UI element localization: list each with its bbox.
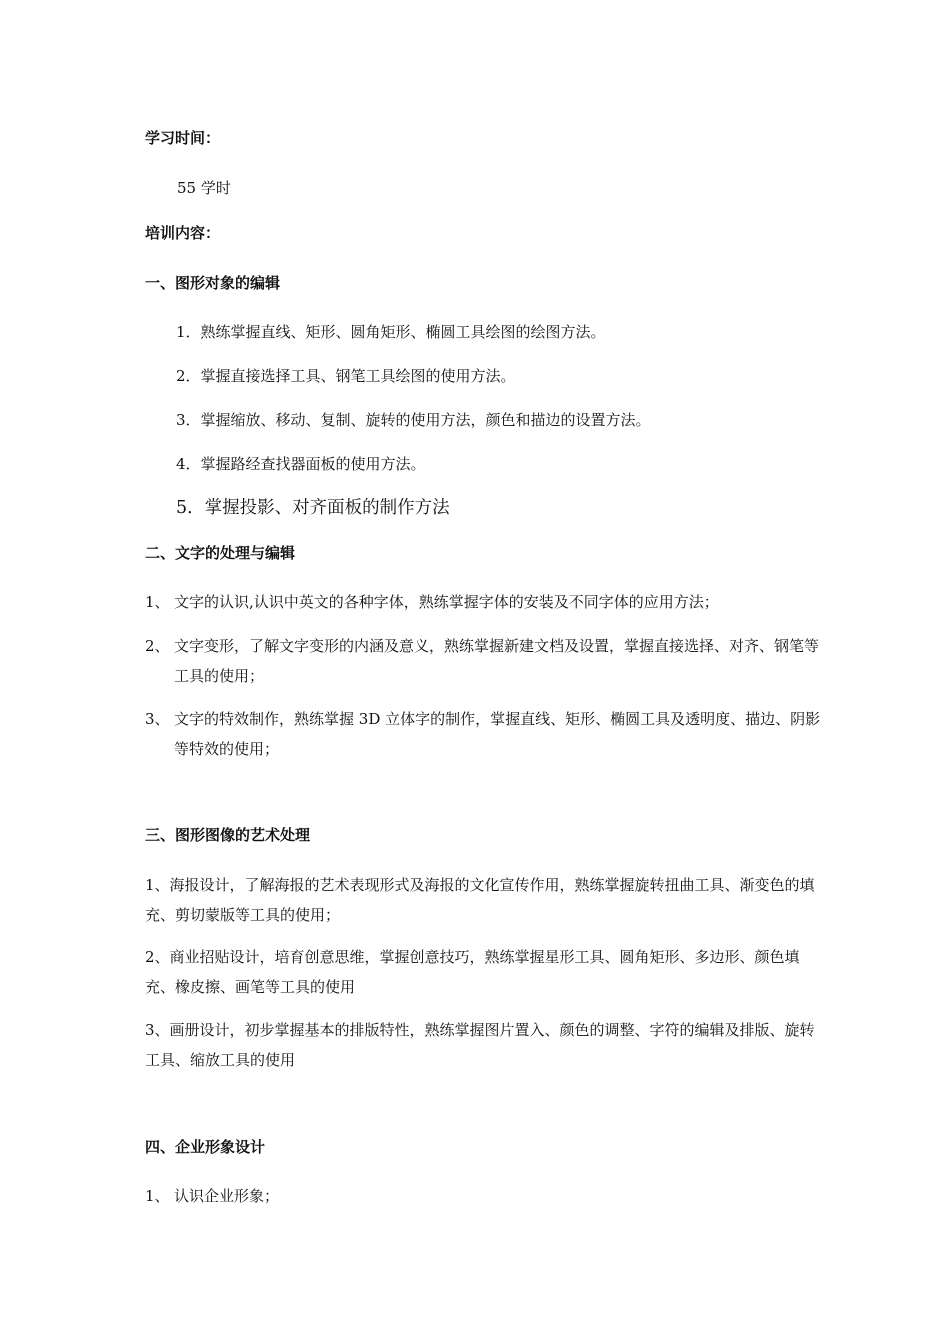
- section1-item-1: 1．熟练掌握直线、矩形、圆角矩形、椭圆工具绘图的绘图方法。: [176, 323, 606, 341]
- section2-item-2-text: 文字变形，了解文字变形的内涵及意义，熟练掌握新建文档及设置，掌握直接选择、对齐、钢笔等工具的使用；: [174, 637, 820, 685]
- section1-item-3: 3．掌握缩放、移动、复制、旋转的使用方法，颜色和描边的设置方法。: [176, 411, 651, 429]
- section1-item-5: 5．掌握投影、对齐面板的制作方法: [176, 498, 450, 518]
- section2-item-3-text: 文字的特效制作，熟练掌握 3D 立体字的制作，掌握直线、矩形、椭圆工具及透明度、描边、阴影等特效的使用；: [174, 710, 821, 758]
- section2-item-1-number: 1、: [145, 593, 170, 611]
- section3-title: 三、图形图像的艺术处理: [145, 826, 311, 844]
- section4-item-1-number: 1、: [145, 1187, 170, 1205]
- section4-title: 四、企业形象设计: [145, 1138, 266, 1156]
- section1-title: 一、图形对象的编辑: [145, 274, 281, 292]
- section1-item-4: 4．掌握路经查找器面板的使用方法。: [176, 455, 426, 473]
- section2-item-3-number: 3、: [145, 710, 170, 728]
- section1-item-2: 2．掌握直接选择工具、钢笔工具绘图的使用方法。: [176, 367, 516, 385]
- training-content-label: 培训内容：: [145, 224, 221, 242]
- section3-item-1: 1、海报设计，了解海报的艺术表现形式及海报的文化宣传作用，熟练掌握旋转扭曲工具、渐变色的填充、剪切蒙版等工具的使用；: [145, 876, 815, 924]
- study-time-label: 学习时间：: [145, 129, 221, 147]
- study-time-value: 55 学时: [177, 179, 231, 197]
- section3-item-2: 2、商业招贴设计，培育创意思维，掌握创意技巧，熟练掌握星形工具、圆角矩形、多边形、颜色填充、橡皮擦、画笔等工具的使用: [145, 948, 800, 996]
- section3-item-3: 3、画册设计，初步掌握基本的排版特性，熟练掌握图片置入、颜色的调整、字符的编辑及排版、旋转工具、缩放工具的使用: [145, 1021, 815, 1069]
- section2-item-1-text: 文字的认识,认识中英文的各种字体，熟练掌握字体的安装及不同字体的应用方法；: [174, 593, 719, 611]
- section2-item-2-number: 2、: [145, 637, 170, 655]
- section2-title: 二、文字的处理与编辑: [145, 544, 296, 562]
- section4-item-1-text: 认识企业形象；: [174, 1187, 280, 1205]
